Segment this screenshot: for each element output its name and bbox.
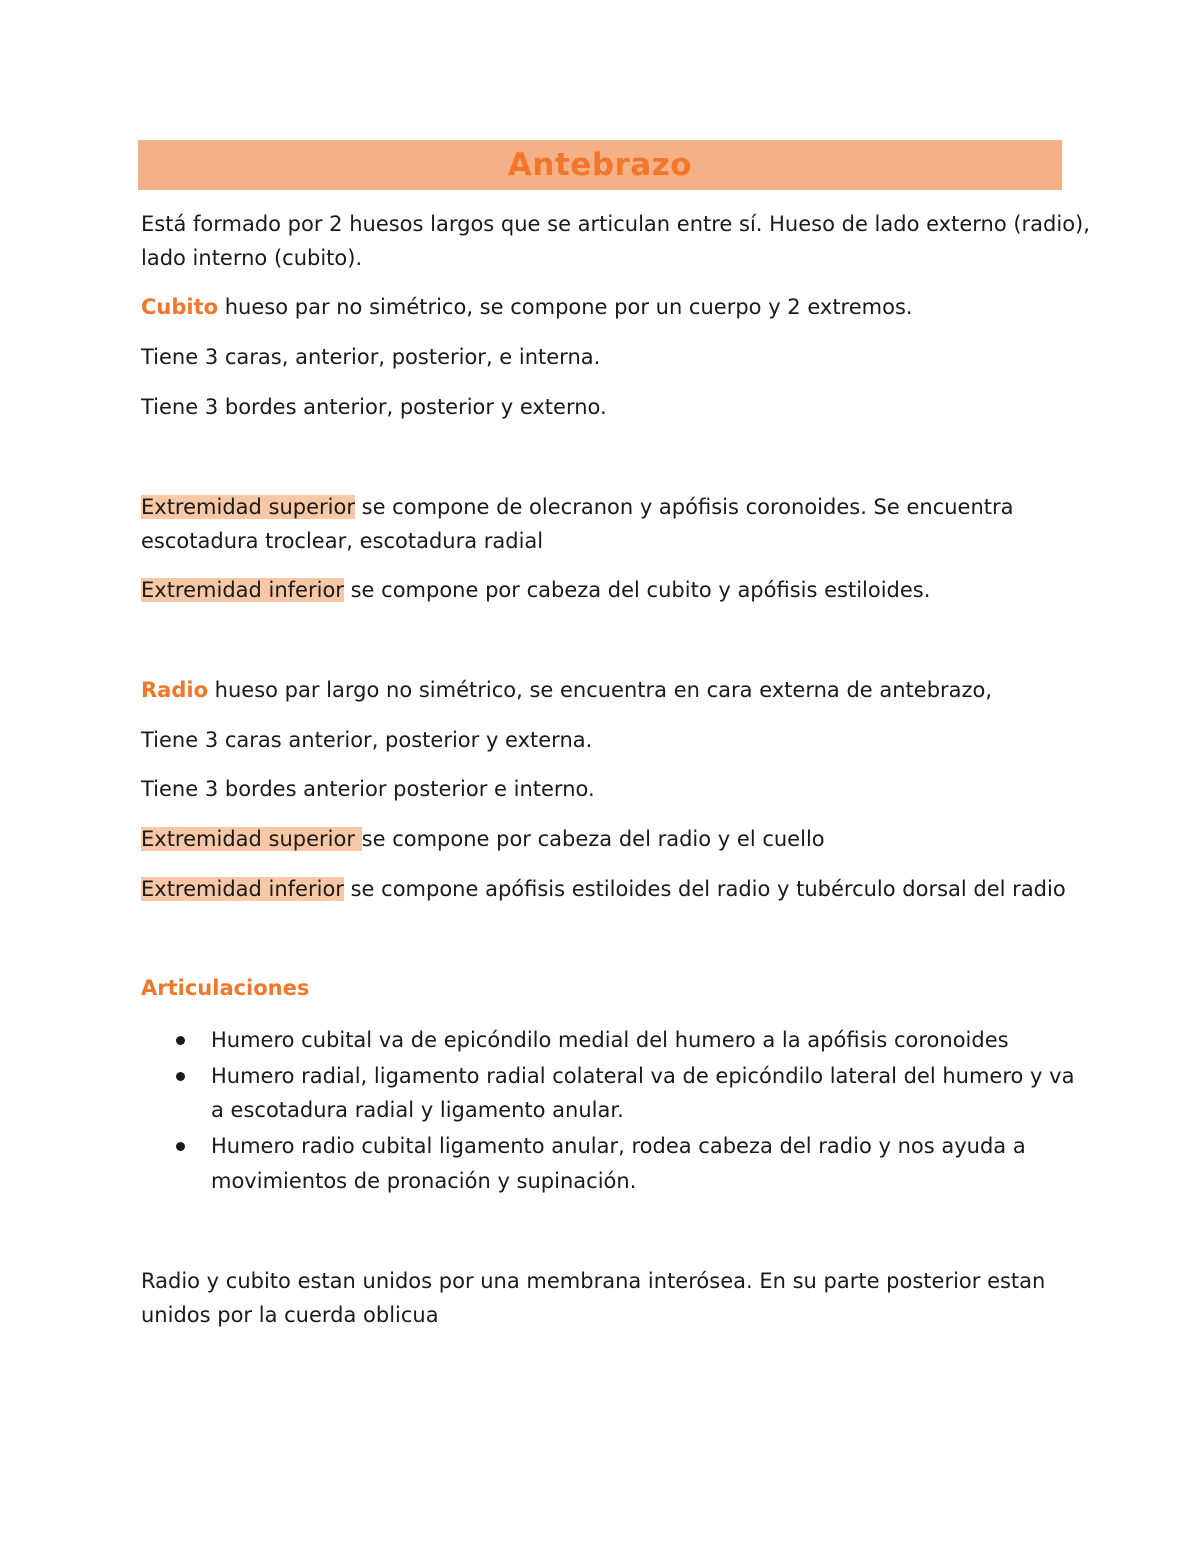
radio-sup-label: Extremidad superior [141,827,362,851]
radio-caras: Tiene 3 caras anterior, posterior y externa. [141,728,593,752]
cubito-term: Cubito [141,295,219,319]
cubito-desc: hueso par no simétrico, se compone por un cuerpo y 2 extremos. [218,295,913,319]
list-item-line-1: Humero radio cubital ligamento anular, rodea cabeza del radio y nos ayuda a [211,1134,1026,1158]
cubito-inf-label: Extremidad inferior [141,578,344,602]
title-banner [138,140,1062,190]
radio-inf-label: Extremidad inferior [141,877,344,901]
bullet-icon [176,1142,185,1151]
cubito-caras: Tiene 3 caras, anterior, posterior, e interna. [141,345,601,369]
cubito-bordes: Tiene 3 bordes anterior, posterior y externo. [141,395,607,419]
cubito-sup-paragraph [141,490,1014,524]
cubito-paragraph [141,290,913,324]
cubito-inf-text: se compone por cabeza del cubito y apófisis estiloides. [343,578,931,602]
bullet-icon [176,1072,185,1081]
cubito-sup-label: Extremidad superior [141,495,355,519]
intro-line-2: lado interno (cubito). [141,246,363,270]
intro-line-1: Está formado por 2 huesos largos que se articulan entre sí. Hueso de lado externo (radio), [141,212,1090,236]
radio-paragraph [141,673,992,707]
articulaciones-heading-text: Articulaciones [141,976,310,1000]
closing-line-2: unidos por la cuerda oblicua [141,1303,439,1327]
list-item-line-1: Humero cubital va de epicóndilo medial del humero a la apófisis coronoides [211,1028,1009,1052]
closing-line-1: Radio y cubito estan unidos por una membrana interósea. En su parte posterior estan [141,1269,1046,1293]
radio-sup-paragraph [141,822,825,856]
list-item-line-2: movimientos de pronación y supinación. [211,1169,637,1193]
list-item-line-2: a escotadura radial y ligamento anular. [211,1098,624,1122]
radio-inf-paragraph [141,872,1066,906]
radio-bordes: Tiene 3 bordes anterior posterior e interno. [141,777,595,801]
radio-sup-text: se compone por cabeza del radio y el cuello [361,827,825,851]
radio-desc: hueso par largo no simétrico, se encuentra en cara externa de antebrazo, [208,678,993,702]
list-item-line-1: Humero radial, ligamento radial colateral va de epicóndilo lateral del humero y va [211,1064,1075,1088]
page-title: Antebrazo [507,147,693,183]
radio-term: Radio [141,678,208,702]
cubito-inf-paragraph [141,573,930,607]
articulaciones-heading [141,971,309,1005]
bullet-icon [176,1036,185,1045]
cubito-sup-text-2: escotadura troclear, escotadura radial [141,529,544,553]
radio-inf-text: se compone apófisis estiloides del radio y tubérculo dorsal del radio [343,877,1066,901]
cubito-sup-text: se compone de olecranon y apófisis coronoides. Se encuentra [354,495,1014,519]
